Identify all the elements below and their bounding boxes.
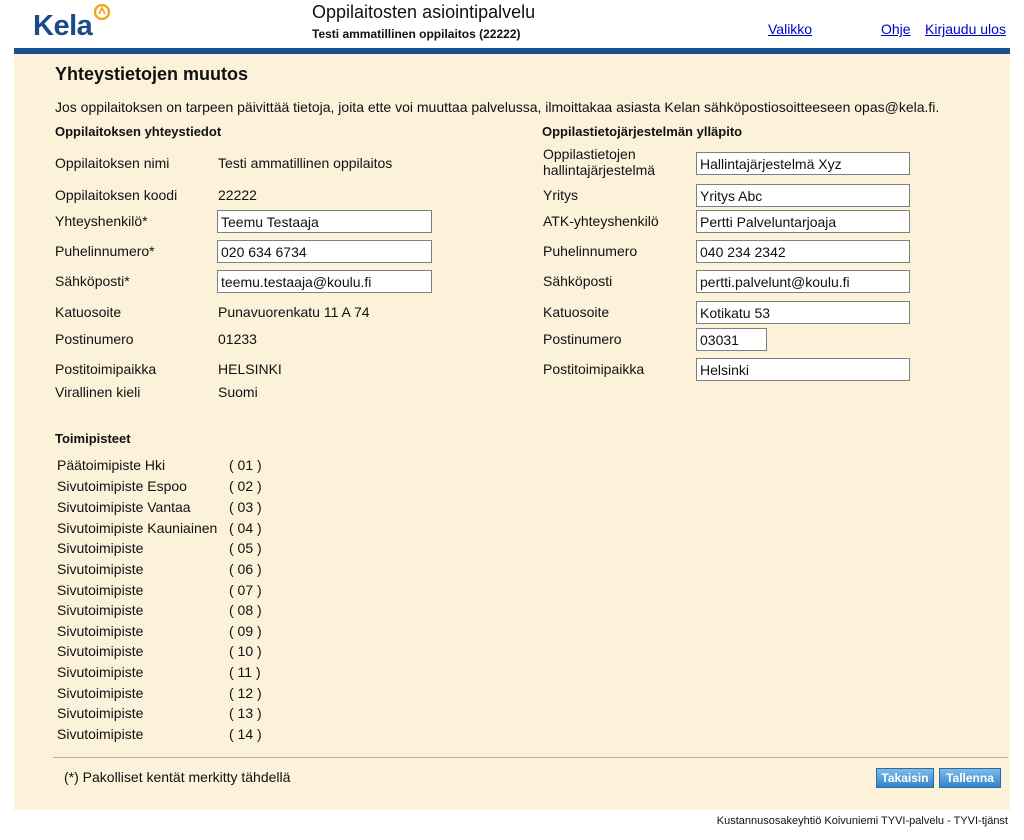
kela-logo [33,4,123,44]
system-postal-input[interactable] [696,328,767,351]
save-button[interactable]: Tallenna [939,768,1001,788]
office-name: Sivutoimipiste [57,602,144,618]
school-city-label: Postitoimipaikka [55,361,157,377]
info-text: Jos oppilaitoksen on tarpeen päivittää tietoja, joita ette voi muuttaa palvelussa, ilmoittakaa asiasta Kelan sähköpostiosoitteeseen opas@kela.fi. [55,99,940,115]
system-city-input[interactable] [696,358,910,381]
logo-text: Kela [33,10,93,42]
office-code: ( 01 ) [229,457,262,473]
system-phone-input[interactable] [696,240,910,263]
help-link[interactable]: Ohje [881,21,911,37]
system-name-label [543,146,655,178]
official-language-label: Virallinen kieli [55,384,141,400]
system-street-label: Katuosoite [543,304,610,320]
it-contact-label: ATK-yhteyshenkilö [543,213,659,229]
school-section-heading: Oppilaitoksen yhteystiedot [55,124,222,139]
office-name: Sivutoimipiste [57,664,144,680]
office-code: ( 09 ) [229,623,262,639]
office-code: ( 12 ) [229,685,262,701]
page-title: Yhteystietojen muutos [55,64,249,84]
office-name: Sivutoimipiste Kauniainen [57,520,218,536]
logout-link[interactable]: Kirjaudu ulos [925,21,1006,37]
school-name-value: Testi ammatillinen oppilaitos [218,155,393,171]
school-phone-label: Puhelinnumero* [55,243,155,259]
system-name-label-line2: hallintajärjestelmä [543,162,656,178]
office-code: ( 10 ) [229,643,262,659]
system-postal-label: Postinumero [543,331,622,347]
system-city-label: Postitoimipaikka [543,361,645,377]
office-code: ( 07 ) [229,582,262,598]
office-code: ( 06 ) [229,561,262,577]
office-code: ( 08 ) [229,602,262,618]
school-postal-value: 01233 [218,331,257,347]
office-code: ( 02 ) [229,478,262,494]
institution-subtitle: Testi ammatillinen oppilaitos (22222) [312,27,521,41]
system-section-heading: Oppilastietojärjestelmän ylläpito [542,124,743,139]
kela-logo-mark-icon [94,4,110,20]
school-code-label: Oppilaitoksen koodi [55,187,178,203]
offices-heading: Toimipisteet [55,431,131,446]
office-name: Sivutoimipiste [57,685,144,701]
school-code-value: 22222 [218,187,257,203]
office-name: Sivutoimipiste [57,705,144,721]
school-street-label: Katuosoite [55,304,122,320]
app-title: Oppilaitosten asiointipalvelu [312,2,536,22]
system-email-label: Sähköposti [543,273,613,289]
office-name: Päätoimipiste Hki [57,457,166,473]
system-email-input[interactable] [696,270,910,293]
company-input[interactable] [696,184,910,207]
system-name-input[interactable] [696,152,910,175]
office-name: Sivutoimipiste [57,582,144,598]
office-name: Sivutoimipiste Espoo [57,478,187,494]
company-label: Yritys [543,187,578,203]
office-code: ( 03 ) [229,499,262,515]
copyright-footer: Kustannusosakeyhtiö Koivuniemi TYVI-palvelu - TYVI-tjänst [716,815,1008,827]
form-divider [53,757,1008,758]
office-code: ( 14 ) [229,726,262,742]
school-name-label: Oppilaitoksen nimi [55,155,170,171]
system-name-label-line1: Oppilastietojen [543,146,636,162]
school-city-value: HELSINKI [218,361,282,377]
office-code: ( 11 ) [229,664,261,680]
contact-person-label: Yhteyshenkilö* [55,213,148,229]
required-fields-note: (*) Pakolliset kentät merkitty tähdellä [64,769,291,785]
system-phone-label: Puhelinnumero [543,243,638,259]
office-code: ( 05 ) [229,540,262,556]
office-code: ( 13 ) [229,705,262,721]
it-contact-input[interactable] [696,210,910,233]
back-button[interactable]: Takaisin [876,768,934,788]
office-name: Sivutoimipiste [57,623,144,639]
school-postal-label: Postinumero [55,331,134,347]
office-code: ( 04 ) [229,520,262,536]
office-name: Sivutoimipiste [57,561,144,577]
page-header [0,0,1024,50]
school-email-input[interactable] [217,270,432,293]
menu-link[interactable]: Valikko [768,21,813,37]
school-street-value: Punavuorenkatu 11 A 74 [218,304,370,320]
office-name: Sivutoimipiste [57,726,144,742]
school-phone-input[interactable] [217,240,432,263]
office-name: Sivutoimipiste Vantaa [57,499,191,515]
office-name: Sivutoimipiste [57,540,144,556]
office-name: Sivutoimipiste [57,643,144,659]
school-email-label: Sähköposti* [55,273,130,289]
system-street-input[interactable] [696,301,910,324]
official-language-value: Suomi [218,384,258,400]
contact-person-input[interactable] [217,210,432,233]
